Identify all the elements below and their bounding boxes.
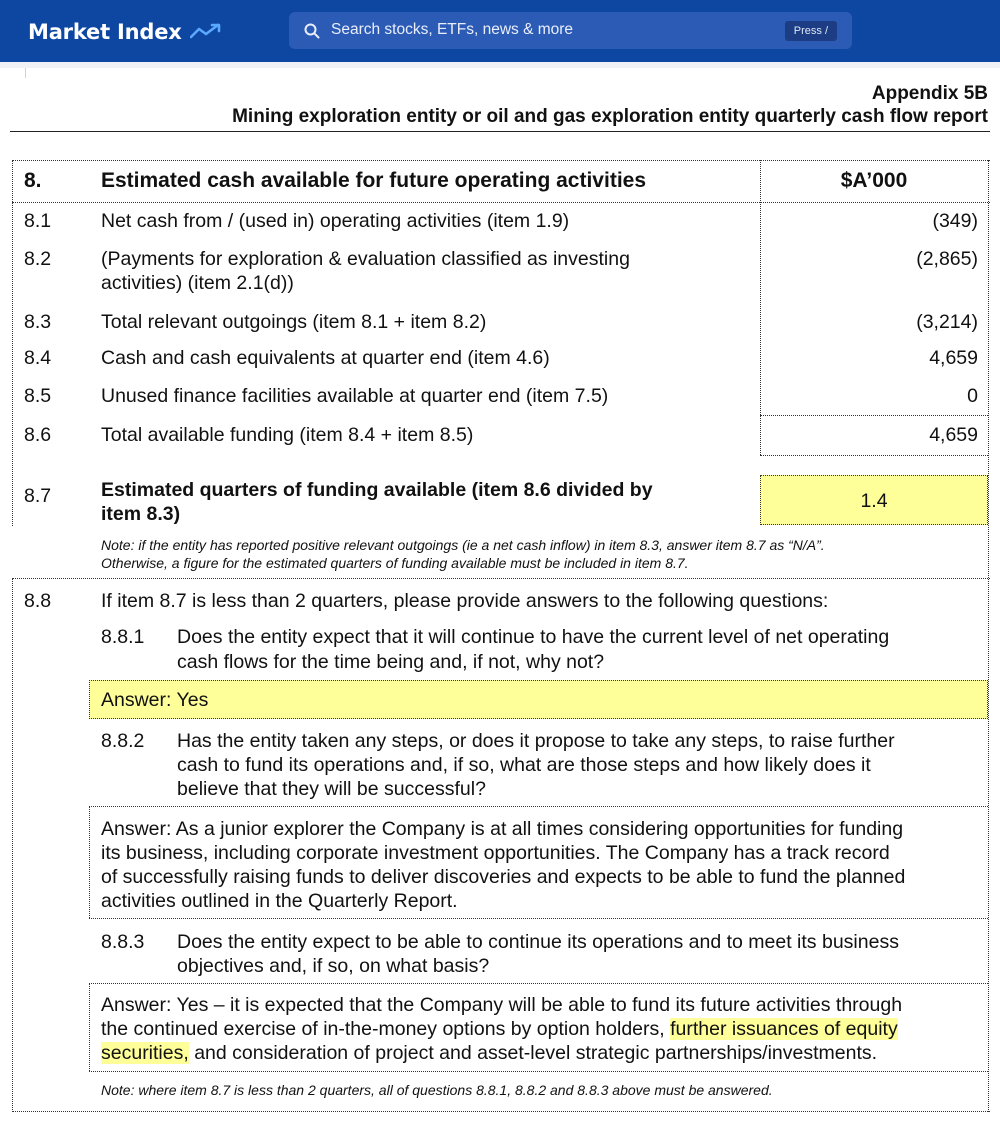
row-number: 8.5: [24, 385, 52, 407]
row-label: (Payments for exploration & evaluation classified as investing: [101, 248, 630, 270]
row-number: 8.2: [24, 248, 52, 270]
sub-header-strip: [0, 62, 1000, 68]
item-8-8-top-border: [12, 578, 990, 579]
row-number: 8.8: [24, 590, 52, 612]
question-number: 8.8.2: [101, 730, 145, 752]
answer-text-continued: of successfully raising funds to deliver discoveries and expects to be able to fund the planned: [101, 866, 906, 888]
item-8-7-note: Note: if the entity has reported positive relevant outgoings (ie a net cash inflow) in item 8.3, answer item 8.7 as “N/A”.: [101, 537, 825, 553]
keyboard-shortcut-hint: Press /: [785, 21, 837, 41]
answer-box: [89, 680, 988, 719]
document-header: [232, 82, 988, 128]
question-text: Has the entity taken any steps, or does it propose to take any steps, to raise further: [177, 730, 895, 752]
trend-up-icon: [190, 22, 224, 42]
row-label: Cash and cash equivalents at quarter end (item 4.6): [101, 347, 550, 369]
answer-text-continued: its business, including corporate investment opportunities. The Company has a track record: [101, 842, 890, 864]
answer-box-top-border: [89, 983, 988, 984]
question-text: Does the entity expect that it will continue to have the current level of net operating: [177, 626, 890, 648]
total-funding-top-border: [760, 415, 988, 416]
row-value: (349): [932, 210, 978, 232]
brand-name: Market Index: [28, 20, 182, 44]
section-title: Estimated cash available for future operating activities: [101, 169, 647, 192]
question-number: 8.8.3: [101, 931, 145, 953]
search-icon: [304, 23, 320, 39]
appendix-label: Appendix 5B: [871, 83, 988, 104]
row-label: Unused finance facilities available at quarter end (item 7.5): [101, 385, 609, 407]
row-number: 8.6: [24, 424, 52, 446]
quarters-of-funding-value: 1.4: [860, 490, 888, 512]
item-8-7-note-continued: Otherwise, a figure for the estimated quarters of funding available must be included in item 8.7.: [101, 555, 689, 571]
row-label: Net cash from / (used in) operating activities (item 1.9): [101, 210, 570, 232]
search-placeholder: Search stocks, ETFs, news & more: [331, 21, 574, 38]
answer-box-left-border: [89, 806, 90, 918]
row-value: (2,865): [916, 248, 978, 270]
answer-text-continued: [101, 1017, 898, 1041]
section-header-divider: [12, 202, 990, 203]
question-text-continued: believe that they will be successful?: [177, 778, 486, 800]
quarters-of-funding-label: Estimated quarters of funding available (item 8.6 divided by: [101, 479, 653, 501]
row-value: 0: [967, 385, 978, 407]
answer-text: Answer: Yes: [101, 689, 209, 711]
answer-box-bottom-border: [89, 918, 988, 919]
table-bottom-border: [12, 1111, 990, 1112]
highlighted-text: further issuances of equity: [670, 1018, 898, 1040]
question-number: 8.8.1: [101, 626, 145, 648]
row-value: 4,659: [929, 424, 978, 446]
row-number: 8.1: [24, 210, 52, 232]
row-value: (3,214): [916, 311, 978, 333]
row-number: 8.4: [24, 347, 52, 369]
table-right-border: [988, 160, 989, 1112]
answer-text-continued: [101, 1041, 877, 1065]
table-left-border-lower: [12, 578, 13, 1112]
answer-text-plain: the continued exercise of in-the-money options by option holders,: [101, 1018, 671, 1040]
answer-text: Answer: As a junior explorer the Company is at all times considering opportunities for funding: [101, 818, 904, 840]
quarters-of-funding-label-continued: item 8.3): [101, 503, 181, 525]
answer-box-bottom-border: [89, 1071, 988, 1072]
section-number: 8.: [24, 169, 42, 192]
answer-text: Answer: Yes – it is expected that the Company will be able to fund its future activities through: [101, 994, 903, 1016]
value-column-bottom-border: [760, 455, 988, 456]
table-left-border: [12, 160, 13, 526]
answer-text-plain: and consideration of project and asset-level strategic partnerships/investments.: [188, 1042, 878, 1064]
row-value: 4,659: [929, 347, 978, 369]
value-column-left-border: [760, 160, 761, 455]
question-text-continued: objectives and, if so, on what basis?: [177, 955, 490, 977]
row-label: Total available funding (item 8.4 + item 8.5): [101, 424, 474, 446]
row-label-continued: activities) (item 2.1(d)): [101, 272, 294, 294]
report-title: Mining exploration entity or oil and gas exploration entity quarterly cash flow report: [232, 106, 988, 127]
answer-box-top-border: [89, 806, 988, 807]
table-top-border: [12, 160, 990, 161]
top-navigation-bar: [0, 0, 1000, 62]
answer-text-continued: activities outlined in the Quarterly Report.: [101, 890, 458, 912]
question-text-continued: cash to fund its operations and, if so, what are those steps and how likely does it: [177, 754, 871, 776]
question-text: Does the entity expect to be able to continue its operations and to meet its business: [177, 931, 899, 953]
header-rule: [10, 131, 990, 132]
currency-header: $A’000: [840, 169, 908, 192]
row-number: 8.3: [24, 311, 52, 333]
sub-header-divider: [25, 68, 26, 78]
item-8-8-footnote: Note: where item 8.7 is less than 2 quarters, all of questions 8.8.1, 8.8.2 and 8.8.3 above must be answered.: [101, 1082, 773, 1098]
answer-box-left-border: [89, 983, 90, 1071]
item-8-8-intro: If item 8.7 is less than 2 quarters, please provide answers to the following questions:: [101, 590, 829, 612]
brand-logo[interactable]: [28, 17, 224, 47]
search-input[interactable]: [289, 12, 852, 49]
row-label: Total relevant outgoings (item 8.1 + item 8.2): [101, 311, 487, 333]
question-text-continued: cash flows for the time being and, if not, why not?: [177, 651, 605, 673]
row-number: 8.7: [24, 485, 52, 507]
highlighted-text: securities,: [101, 1042, 189, 1064]
